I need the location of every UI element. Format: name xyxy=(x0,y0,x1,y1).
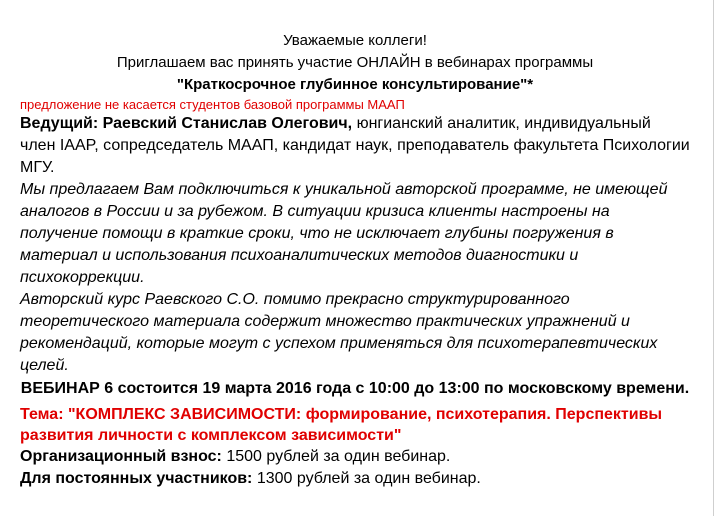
fee-label: Для постоянных участников: xyxy=(20,470,253,487)
notice-text: предложение не касается студентов базовой программы МААП xyxy=(20,97,405,112)
fee-line xyxy=(20,446,690,468)
host-label: Ведущий: Раевский Станислав Олегович, xyxy=(20,115,353,132)
greeting: Уважаемые коллеги! xyxy=(283,32,427,49)
fee-value: 1300 рублей за один вебинар. xyxy=(252,470,481,487)
program-description: Мы предлагаем Вам подключиться к уникальной авторской программе, не имеющей аналогов в России и за рубежом. В ситуации кризиса клиенты настроены на получение помощи в краткие сроки, что не исключает глубины погружения в материал и использования психоаналитических методов диагностики и психокоррекции. xyxy=(20,181,668,286)
invitation: Приглашаем вас принять участие ОНЛАЙН в вебинарах программы xyxy=(116,54,594,71)
webinar-date: ВЕБИНАР 6 состоится 19 марта 2016 года с 10:00 до 13:00 по московскому времени. xyxy=(20,380,690,397)
fee-line xyxy=(20,468,690,490)
fee-value: 1500 рублей за один вебинар. xyxy=(221,448,451,465)
course-description: Авторский курс Раевского С.О. помимо прекрасно структурированного теоретического материала содержит множество практических упражнений и рекомендаций, которые могут с успехом применяться для психотерапевтических целей. xyxy=(20,291,658,374)
fee-label: Организационный взнос: xyxy=(20,448,222,465)
program-title: "Краткосрочное глубинное консультирование"* xyxy=(176,76,534,93)
webinar-topic: Тема: "КОМПЛЕКС ЗАВИСИМОСТИ: формирование, психотерапия. Перспективы развития личности с комплексом зависимости" xyxy=(20,406,663,444)
host-paragraph xyxy=(20,113,690,179)
document-body xyxy=(20,30,690,490)
host-description: юнгианский аналитик, индивидуальный член IAAP, сопредседатель МААП, кандидат наук, преподаватель факультета Психологии МГУ. xyxy=(20,115,690,176)
